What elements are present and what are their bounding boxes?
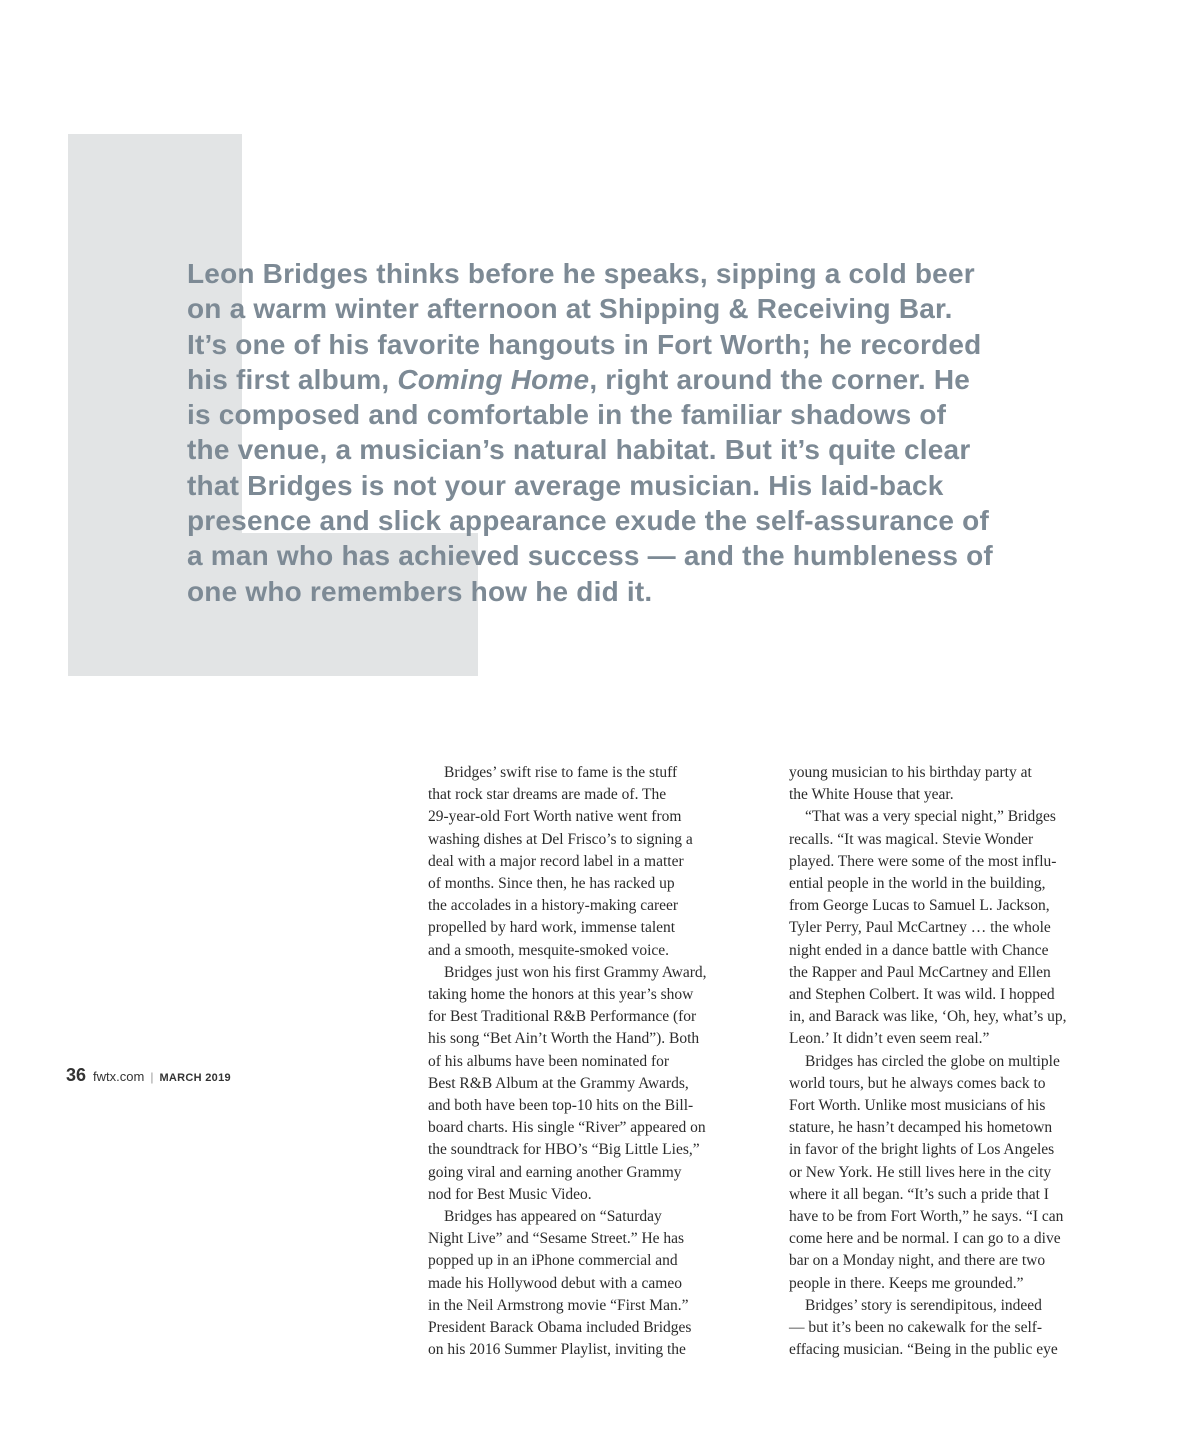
body-text-line: where it all began. “It’s such a pride that I (789, 1185, 1049, 1203)
intro-line: is composed and comfortable in the familiar shadows of (187, 399, 947, 431)
body-text-line: recalls. “It was magical. Stevie Wonder (789, 830, 1034, 848)
body-text-line: on his 2016 Summer Playlist, inviting the (428, 1341, 686, 1359)
body-text-line: for Best Traditional R&B Performance (for (428, 1008, 697, 1026)
body-text-line: effacing musician. “Being in the public eye (789, 1341, 1058, 1359)
body-text-line: “That was a very special night,” Bridges (805, 808, 1056, 826)
body-text-line: Tyler Perry, Paul McCartney … the whole (789, 919, 1051, 937)
body-text-line: nod for Best Music Video. (428, 1185, 592, 1203)
body-text-line: and a smooth, mesquite-smoked voice. (428, 941, 670, 959)
intro-line: presence and slick appearance exude the self-assurance of (187, 505, 989, 537)
body-text-line: played. There were some of the most influ- (789, 852, 1057, 870)
intro-line: one who remembers how he did it. (187, 575, 653, 607)
body-text-line: Fort Worth. Unlike most musicians of his (789, 1097, 1046, 1115)
intro-line: Leon Bridges thinks before he speaks, sipping a cold beer (187, 258, 975, 289)
body-text-line: Best R&B Album at the Grammy Awards, (428, 1074, 689, 1092)
intro-text: his first album, (187, 363, 398, 395)
body-text-line: come here and be normal. I can go to a dive (789, 1230, 1061, 1248)
body-text-line: propelled by hard work, immense talent (428, 919, 676, 937)
body-text-line: taking home the honors at this year’s show (428, 986, 694, 1004)
body-text-line: and both have been top-10 hits on the Bill- (428, 1097, 694, 1115)
body-text-line: washing dishes at Del Frisco’s to signing a (428, 830, 693, 848)
body-text-line: bar on a Monday night, and there are two (789, 1252, 1046, 1270)
body-text-line: his song “Bet Ain’t Worth the Hand”). Both (428, 1030, 700, 1048)
body-text-line: and Stephen Colbert. It was wild. I hopped (789, 986, 1055, 1004)
body-text-line: deal with a major record label in a matter (428, 852, 684, 870)
body-text-line: young musician to his birthday party at (789, 764, 1032, 781)
body-text-line: Bridges has circled the globe on multiple (805, 1052, 1060, 1070)
body-text-line: the accolades in a history-making career (428, 897, 679, 915)
body-text-line: the Rapper and Paul McCartney and Ellen (789, 963, 1051, 981)
body-text-line: Bridges’ swift rise to fame is the stuff (444, 764, 678, 781)
body-text-line: of his albums have been nominated for (428, 1052, 670, 1070)
intro-line-album (187, 362, 1147, 397)
intro-line: It’s one of his favorite hangouts in Fort Worth; he recorded (187, 328, 982, 360)
page-number: 36 (66, 1065, 87, 1085)
body-text-line: of months. Since then, he has racked up (428, 875, 675, 893)
body-text-line: in, and Barack was like, ‘Oh, hey, what’s up, (789, 1008, 1067, 1026)
body-text-line: Bridges just won his first Grammy Award, (444, 963, 707, 981)
body-column-2 (789, 762, 1119, 1361)
intro-line: that Bridges is not your average musician. His laid-back (187, 469, 944, 501)
body-text-line: made his Hollywood debut with a cameo (428, 1274, 682, 1292)
body-text-line: people in there. Keeps me grounded.” (789, 1274, 1024, 1292)
page-footer (66, 1065, 231, 1086)
body-text-line: Night Live” and “Sesame Street.” He has (428, 1230, 685, 1248)
body-text-line: Bridges’ story is serendipitous, indeed (805, 1296, 1042, 1314)
intro-line: a man who has achieved success — and the humbleness of (187, 540, 993, 572)
body-text-line: Bridges has appeared on “Saturday (444, 1208, 662, 1226)
body-text-line: from George Lucas to Samuel L. Jackson, (789, 897, 1050, 915)
body-text-line: President Barack Obama included Bridges (428, 1319, 692, 1337)
intro-paragraph (187, 256, 1147, 609)
intro-text: , right around the corner. He (589, 363, 971, 395)
album-title: Coming Home (397, 363, 590, 395)
body-text-line: ential people in the world in the building, (789, 875, 1046, 893)
body-text-line: the White House that year. (789, 786, 954, 804)
body-text-line: in the Neil Armstrong movie “First Man.” (428, 1296, 689, 1314)
body-text-line: board charts. His single “River” appeared on (428, 1119, 706, 1137)
body-text-line: 29-year-old Fort Worth native went from (428, 808, 682, 826)
body-text-line: in favor of the bright lights of Los Angeles (789, 1141, 1055, 1159)
body-text-line: or New York. He still lives here in the city (789, 1163, 1052, 1181)
body-text-line: that rock star dreams are made of. The (428, 786, 667, 804)
body-text-line: stature, he hasn’t decamped his hometown (789, 1119, 1053, 1137)
body-text-line: have to be from Fort Worth,” he says. “I can (789, 1208, 1064, 1226)
intro-line: on a warm winter afternoon at Shipping & Receiving Bar. (187, 293, 953, 325)
site-url: fwtx.com (93, 1069, 145, 1084)
body-text-line: going viral and earning another Grammy (428, 1163, 682, 1181)
body-text-line: popped up in an iPhone commercial and (428, 1252, 678, 1270)
body-column-1 (428, 762, 758, 1361)
issue-date: MARCH 2019 (159, 1072, 231, 1084)
body-text-line: world tours, but he always comes back to (789, 1074, 1046, 1092)
body-text-line: Leon.’ It didn’t even seem real.” (789, 1030, 990, 1048)
body-text-line: the soundtrack for HBO’s “Big Little Lies,” (428, 1141, 700, 1159)
footer-separator: | (150, 1070, 154, 1084)
intro-line: the venue, a musician’s natural habitat. But it’s quite clear (187, 434, 971, 466)
body-text-line: night ended in a dance battle with Chance (789, 941, 1049, 959)
body-text-line: — but it’s been no cakewalk for the self- (789, 1319, 1043, 1337)
